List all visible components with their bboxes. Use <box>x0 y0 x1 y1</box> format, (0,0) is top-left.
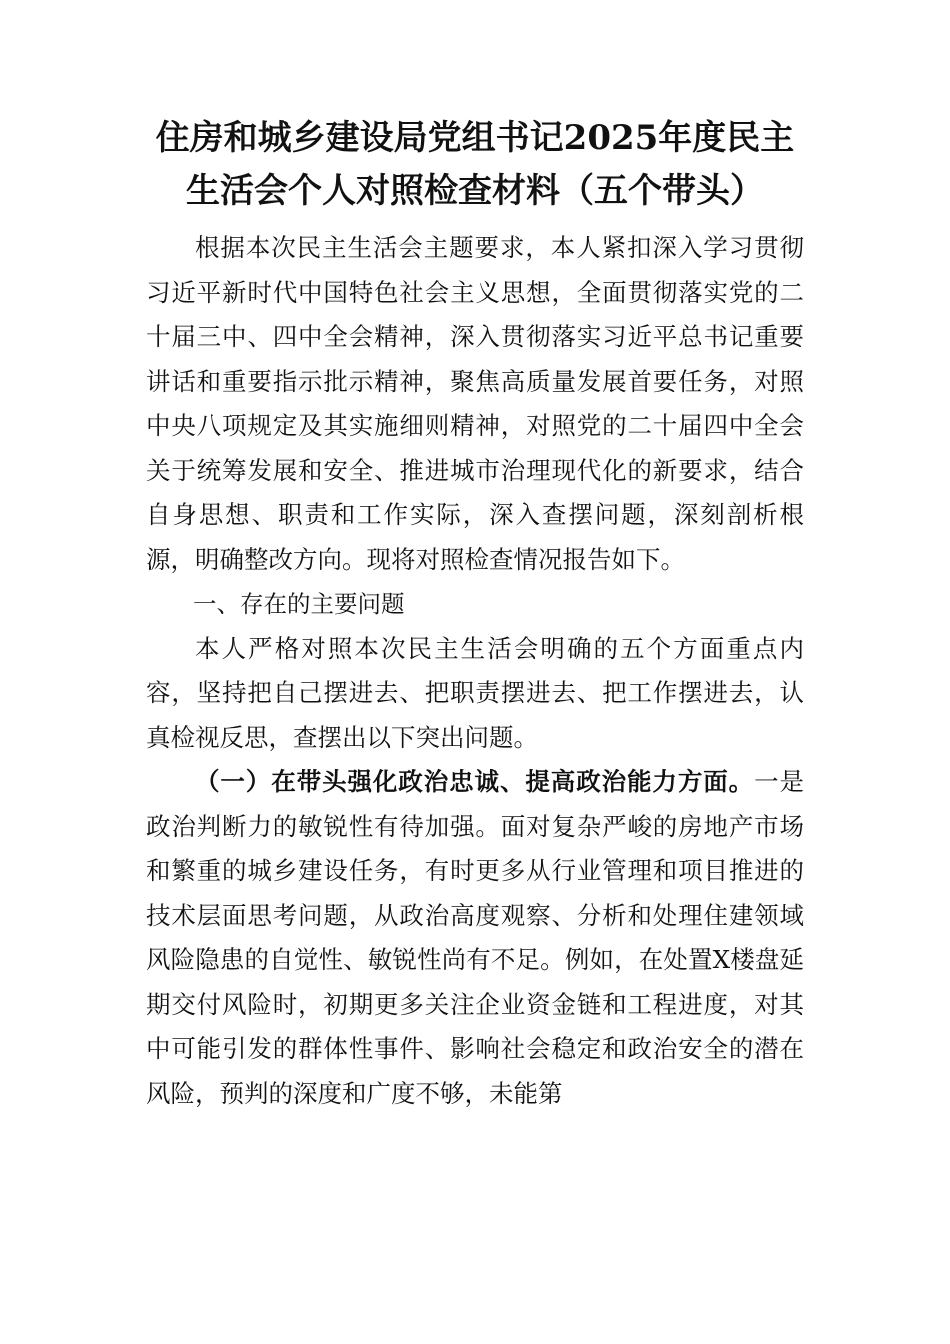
subsection-text: 一是政治判断力的敏锐性有待加强。面对复杂严峻的房地产市场和繁重的城乡建设任务，有时更多从行业管理和项目推进的技术层面思考问题，从政治高度观察、分析和处理住建领域风险隐患的自觉性、敏锐性尚有不足。例如，在处置X楼盘延期交付风险时，初期更多关注企业资金链和工程进度，对其中可能引发的群体性事件、影响社会稳定和政治安全的潜在风险，预判的深度和广度不够，未能第 <box>146 767 805 1108</box>
document-title <box>110 112 840 218</box>
title-line-1: 住房和城乡建设局党组书记2025年度民主 <box>155 118 795 158</box>
title-line-2: 生活会个人对照检查材料（五个带头） <box>186 171 764 211</box>
document-body <box>146 226 804 1116</box>
subsection-heading: （一）在带头强化政治忠诚、提高政治能力方面。 <box>195 767 755 796</box>
section-intro-paragraph: 本人严格对照本次民主生活会明确的五个方面重点内容，坚持把自己摆进去、把职责摆进去、把工作摆进去，认真检视反思，查摆出以下突出问题。 <box>146 633 804 752</box>
section-heading-problems: 一、存在的主要问题 <box>193 590 405 618</box>
intro-paragraph: 根据本次民主生活会主题要求，本人紧扣深入学习贯彻习近平新时代中国特色社会主义思想，全面贯彻落实党的二十届三中、四中全会精神，深入贯彻落实习近平总书记重要讲话和重要指示批示精神，聚焦高质量发展首要任务，对照中央八项规定及其实施细则精神，对照党的二十届四中全会关于统筹发展和安全、推进城市治理现代化的新要求，结合自身思想、职责和工作实际，深入查摆问题，深刻剖析根源，明确整改方向。现将对照检查情况报告如下。 <box>146 233 804 574</box>
subsection-paragraph <box>146 760 804 1116</box>
